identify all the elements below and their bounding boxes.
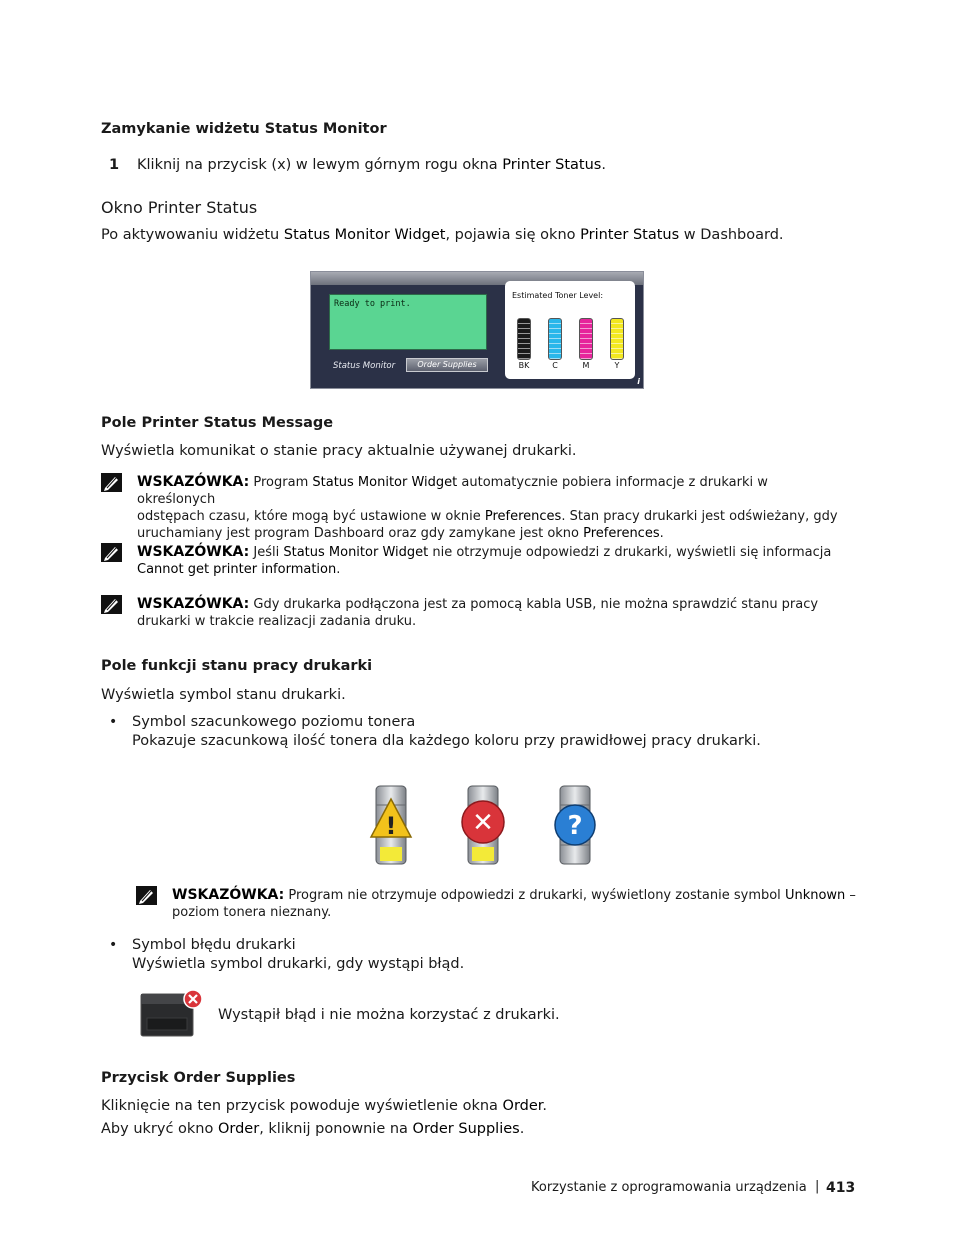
note-pencil-icon (136, 886, 157, 905)
toner-warning-icon (368, 785, 414, 865)
toner-unknown-icon (552, 785, 598, 865)
toner-bar-m (579, 318, 593, 360)
note-pencil-icon (101, 543, 122, 562)
toner-label-bk: BK (518, 361, 530, 370)
order-line-1: Kliknięcie na ten przycisk powoduje wyświetlenie okna Order. (101, 1098, 548, 1114)
toner-bar-c (548, 318, 562, 360)
warning-glyph: ! (385, 812, 397, 840)
heading-order-supplies: Przycisk Order Supplies (101, 1070, 296, 1086)
page-number: 413 (826, 1180, 856, 1196)
unknown-glyph: ? (567, 811, 583, 841)
heading-printer-status-window: Okno Printer Status (101, 198, 258, 217)
toner-error-icon (458, 785, 508, 865)
footer-chapter: Korzystanie z oprogramowania urządzenia (531, 1180, 807, 1195)
toner-bar-bk (517, 318, 531, 360)
heading-message-field: Pole Printer Status Message (101, 415, 334, 431)
note-pencil-icon (101, 473, 122, 492)
toner-bar-y (610, 318, 624, 360)
note-1: WSKAZÓWKA: Program Status Monitor Widget automatycznie pobiera informacje z drukarki w określonych odstępach czasu, które mogą być ustawione w oknie Preferences. Stan pracy drukarki jest odświeżany, gdy uruchamiany jest program Dashboard oraz gdy zamykane jest okno Preferences. (137, 474, 838, 541)
status-monitor-label: Status Monitor (333, 361, 396, 371)
error-glyph: ✕ (472, 808, 494, 838)
function-field-text: Wyświetla symbol stanu drukarki. (101, 687, 346, 703)
bullet-2-text: Wyświetla symbol drukarki, gdy wystąpi błąd. (132, 956, 465, 972)
toner-label-m: M (582, 361, 590, 370)
bullet-marker: • (109, 714, 118, 730)
printer-error-icon (139, 988, 205, 1040)
bullet-1-text: Pokazuje szacunkową ilość tonera dla każdego koloru przy prawidłowej pracy drukarki. (132, 733, 761, 749)
toner-label-c: C (552, 361, 558, 370)
message-field-text: Wyświetla komunikat o stanie pracy aktualnie używanej drukarki. (101, 443, 577, 459)
heading-closing: Zamykanie widżetu Status Monitor (101, 121, 387, 137)
note-3: WSKAZÓWKA: Gdy drukarka podłączona jest za pomocą kabla USB, nie można sprawdzić stanu pracy drukarki w trakcie realizacji zadania druku. (137, 596, 819, 629)
note-pencil-icon (101, 595, 122, 614)
toner-title: Estimated Toner Level: (512, 291, 604, 300)
toner-label-y: Y (614, 361, 620, 370)
bullet-1-title: Symbol szacunkowego poziomu tonera (132, 714, 416, 730)
note-2: WSKAZÓWKA: Jeśli Status Monitor Widget nie otrzymuje odpowiedzi z drukarki, wyświetli się informacja Cannot get printer information. (137, 544, 832, 577)
bullet-2-title: Symbol błędu drukarki (132, 937, 296, 953)
heading-function-field: Pole funkcji stanu pracy drukarki (101, 658, 373, 674)
status-message-display: Ready to print. (329, 294, 487, 350)
step-text: Kliknij na przycisk (x) w lewym górnym rogu okna Printer Status. (137, 157, 606, 173)
printer-error-text: Wystąpił błąd i nie można korzystać z drukarki. (218, 1007, 560, 1023)
bullet-marker: • (109, 937, 118, 953)
step-number: 1 (109, 157, 120, 173)
order-line-2: Aby ukryć okno Order, kliknij ponownie na Order Supplies. (101, 1121, 525, 1137)
note-4: WSKAZÓWKA: Program nie otrzymuje odpowiedzi z drukarki, wyświetlony zostanie symbol Unknown – poziom tonera nieznany. (172, 887, 856, 920)
footer-separator: | (815, 1179, 820, 1194)
info-icon[interactable]: i (637, 377, 640, 386)
status-monitor-widget (310, 271, 644, 389)
toner-level-panel (505, 281, 635, 379)
window-description: Po aktywowaniu widżetu Status Monitor Widget, pojawia się okno Printer Status w Dashboard. (101, 227, 784, 243)
order-supplies-button[interactable]: Order Supplies (406, 358, 488, 372)
